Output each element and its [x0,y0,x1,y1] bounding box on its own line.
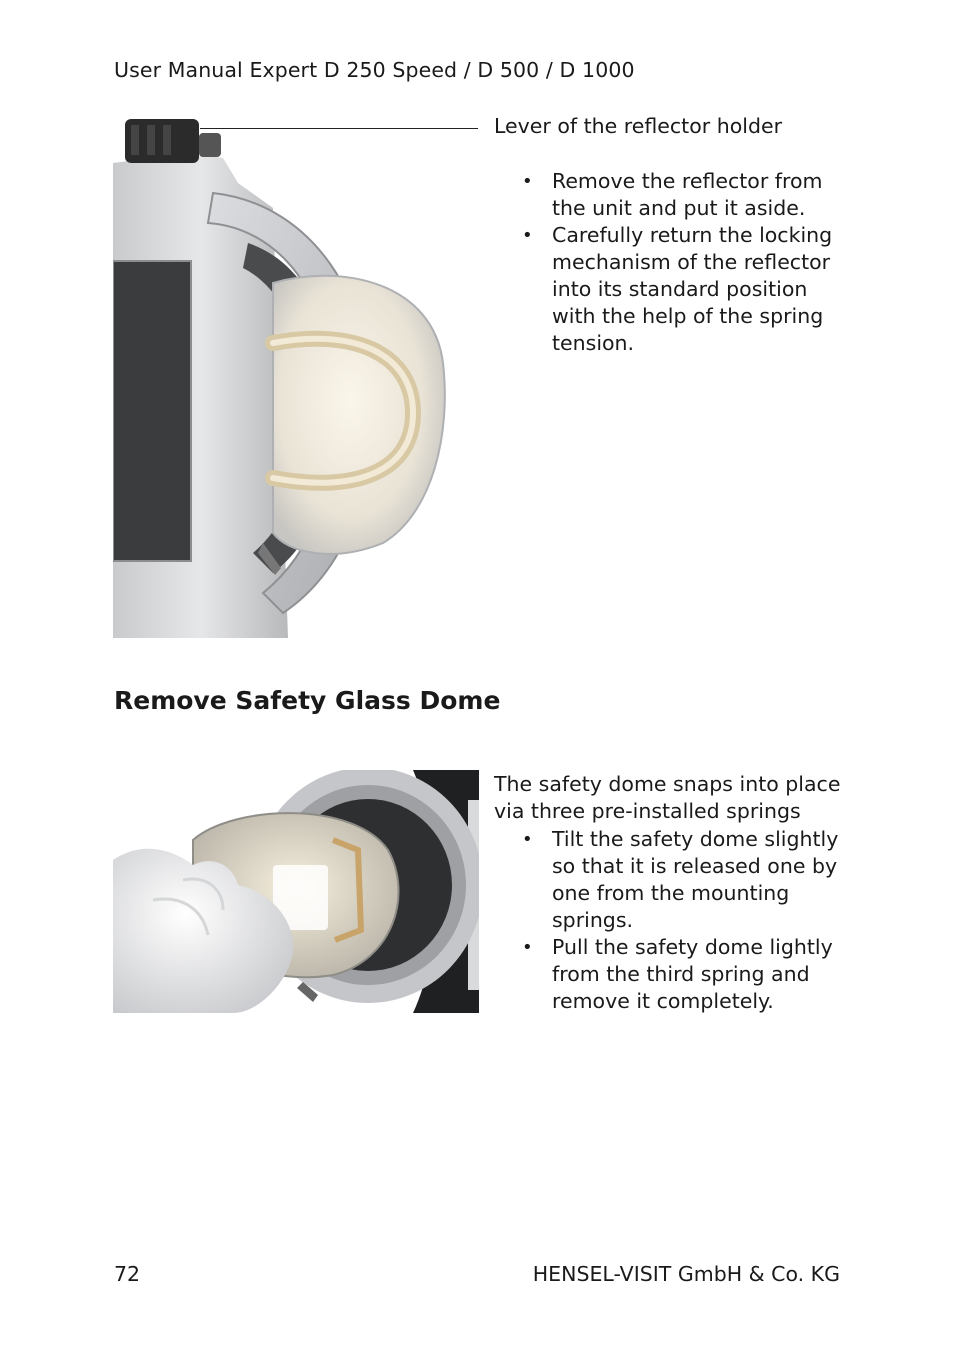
list-item: • Remove the reflector from the unit and put it aside. [494,168,854,222]
dome-steps-list [494,826,854,1015]
page-number: 72 [114,1262,141,1286]
list-item: • Tilt the safety dome slightly so that it is released one by one from the mounting springs. [494,826,854,934]
reflector-holder-photo [113,113,479,638]
safety-dome-photo [113,770,479,1013]
reflector-steps-list [494,168,854,357]
footer-company: HENSEL-VISIT GmbH & Co. KG [532,1262,840,1286]
list-item: • Carefully return the locking mechanism of the reflector into its standard position with the help of the spring tension. [494,222,854,357]
section-heading: Remove Safety Glass Dome [114,686,501,715]
list-item: • Pull the safety dome lightly from the third spring and remove it completely. [494,934,854,1015]
section-intro: The safety dome snaps into place via three pre-installed springs [494,772,841,823]
callout-label: Lever of the reflector holder [494,114,782,138]
running-header: User Manual Expert D 250 Speed / D 500 / D 1000 [114,58,635,82]
callout-leader-line [200,128,478,129]
